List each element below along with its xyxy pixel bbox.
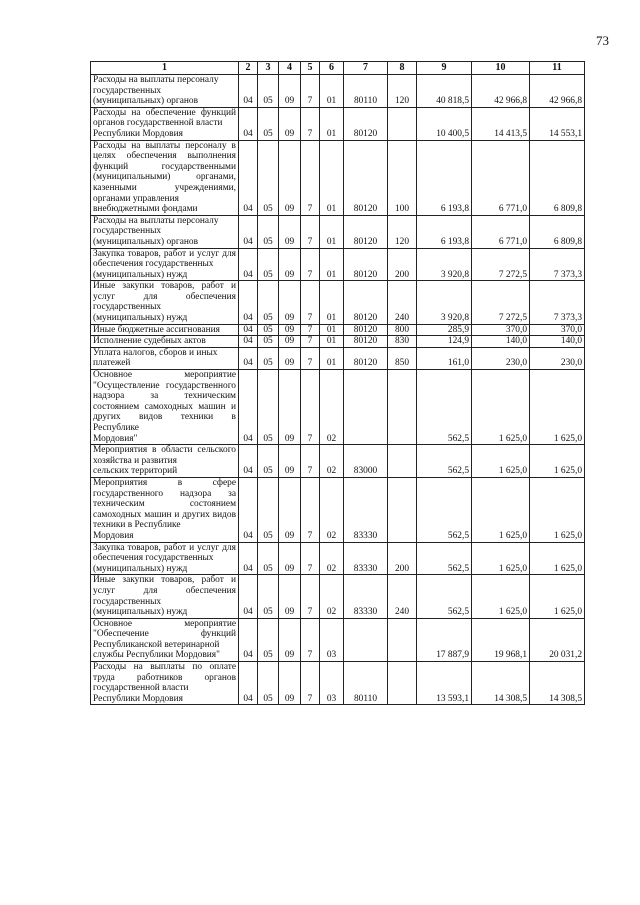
code-cell: 05 bbox=[258, 107, 279, 140]
row-description: Расходы на выплаты по оплате труда работников органов государственной власти Республики Мордовия bbox=[91, 662, 239, 705]
amount-year-3: 140,0 bbox=[530, 336, 585, 348]
code-cell: 7 bbox=[301, 336, 320, 348]
code-cell: 05 bbox=[258, 575, 279, 618]
target-article-cell: 83000 bbox=[344, 445, 388, 478]
code-cell: 7 bbox=[301, 445, 320, 478]
expense-type-cell bbox=[388, 370, 417, 445]
code-cell: 01 bbox=[320, 336, 344, 348]
amount-year-1: 40 818,5 bbox=[417, 75, 472, 108]
target-article-cell: 80110 bbox=[344, 662, 388, 705]
table-row bbox=[91, 662, 585, 705]
row-description: Расходы на выплаты персоналу государственных (муниципальных) органов bbox=[91, 215, 239, 248]
amount-year-2: 1 625,0 bbox=[472, 542, 530, 575]
budget-table bbox=[90, 61, 585, 705]
code-cell: 04 bbox=[239, 281, 258, 324]
code-cell: 09 bbox=[279, 618, 301, 661]
code-cell: 01 bbox=[320, 281, 344, 324]
amount-year-1: 285,9 bbox=[417, 324, 472, 336]
code-cell: 03 bbox=[320, 618, 344, 661]
target-article-cell bbox=[344, 618, 388, 661]
code-cell: 7 bbox=[301, 215, 320, 248]
amount-year-1: 6 193,8 bbox=[417, 140, 472, 215]
code-cell: 05 bbox=[258, 370, 279, 445]
table-row bbox=[91, 445, 585, 478]
table-row bbox=[91, 75, 585, 108]
amount-year-3: 370,0 bbox=[530, 324, 585, 336]
code-cell: 09 bbox=[279, 370, 301, 445]
column-header: 3 bbox=[258, 62, 279, 75]
code-cell: 04 bbox=[239, 477, 258, 542]
code-cell: 02 bbox=[320, 575, 344, 618]
target-article-cell: 80120 bbox=[344, 107, 388, 140]
code-cell: 09 bbox=[279, 542, 301, 575]
code-cell: 04 bbox=[239, 75, 258, 108]
code-cell: 09 bbox=[279, 107, 301, 140]
amount-year-1: 17 887,9 bbox=[417, 618, 472, 661]
target-article-cell: 80120 bbox=[344, 215, 388, 248]
code-cell: 05 bbox=[258, 445, 279, 478]
amount-year-2: 7 272,5 bbox=[472, 248, 530, 281]
target-article-cell: 83330 bbox=[344, 477, 388, 542]
code-cell: 05 bbox=[258, 248, 279, 281]
target-article-cell: 80120 bbox=[344, 336, 388, 348]
code-cell: 04 bbox=[239, 248, 258, 281]
code-cell: 05 bbox=[258, 215, 279, 248]
row-description: Уплата налогов, сборов и иных платежей bbox=[91, 347, 239, 369]
code-cell: 01 bbox=[320, 215, 344, 248]
row-description: Иные бюджетные ассигнования bbox=[91, 324, 239, 336]
code-cell: 09 bbox=[279, 324, 301, 336]
row-description: Расходы на выплаты персоналу в целях обеспечения выполнения функций государственными (муниципальными) органами, казенными учреждениями, органами управления внебюджетными фондами bbox=[91, 140, 239, 215]
amount-year-3: 1 625,0 bbox=[530, 445, 585, 478]
column-header: 7 bbox=[344, 62, 388, 75]
expense-type-cell bbox=[388, 662, 417, 705]
code-cell: 7 bbox=[301, 107, 320, 140]
amount-year-2: 1 625,0 bbox=[472, 575, 530, 618]
code-cell: 04 bbox=[239, 324, 258, 336]
row-description: Исполнение судебных актов bbox=[91, 336, 239, 348]
amount-year-2: 1 625,0 bbox=[472, 477, 530, 542]
code-cell: 04 bbox=[239, 575, 258, 618]
code-cell: 7 bbox=[301, 542, 320, 575]
amount-year-2: 14 308,5 bbox=[472, 662, 530, 705]
code-cell: 05 bbox=[258, 542, 279, 575]
column-header: 10 bbox=[472, 62, 530, 75]
amount-year-1: 10 400,5 bbox=[417, 107, 472, 140]
code-cell: 04 bbox=[239, 336, 258, 348]
amount-year-2: 140,0 bbox=[472, 336, 530, 348]
expense-type-cell: 200 bbox=[388, 542, 417, 575]
amount-year-1: 562,5 bbox=[417, 370, 472, 445]
expense-type-cell: 100 bbox=[388, 140, 417, 215]
code-cell: 7 bbox=[301, 140, 320, 215]
amount-year-2: 230,0 bbox=[472, 347, 530, 369]
code-cell: 09 bbox=[279, 347, 301, 369]
code-cell: 7 bbox=[301, 347, 320, 369]
amount-year-3: 20 031,2 bbox=[530, 618, 585, 661]
code-cell: 05 bbox=[258, 140, 279, 215]
amount-year-1: 3 920,8 bbox=[417, 248, 472, 281]
amount-year-3: 1 625,0 bbox=[530, 370, 585, 445]
amount-year-1: 562,5 bbox=[417, 542, 472, 575]
row-description: Основное мероприятие "Осуществление государственного надзора за техническим состоянием самоходных машин и других видов техники в Республике Мордовия" bbox=[91, 370, 239, 445]
amount-year-1: 3 920,8 bbox=[417, 281, 472, 324]
code-cell: 7 bbox=[301, 370, 320, 445]
amount-year-1: 562,5 bbox=[417, 445, 472, 478]
amount-year-3: 230,0 bbox=[530, 347, 585, 369]
amount-year-2: 42 966,8 bbox=[472, 75, 530, 108]
code-cell: 01 bbox=[320, 248, 344, 281]
table-row bbox=[91, 248, 585, 281]
amount-year-1: 161,0 bbox=[417, 347, 472, 369]
column-header: 1 bbox=[91, 62, 239, 75]
code-cell: 7 bbox=[301, 618, 320, 661]
code-cell: 04 bbox=[239, 445, 258, 478]
column-header: 11 bbox=[530, 62, 585, 75]
table-row bbox=[91, 618, 585, 661]
target-article-cell: 80120 bbox=[344, 248, 388, 281]
code-cell: 7 bbox=[301, 281, 320, 324]
code-cell: 04 bbox=[239, 370, 258, 445]
code-cell: 05 bbox=[258, 324, 279, 336]
amount-year-3: 1 625,0 bbox=[530, 477, 585, 542]
code-cell: 09 bbox=[279, 336, 301, 348]
code-cell: 7 bbox=[301, 477, 320, 542]
expense-type-cell: 800 bbox=[388, 324, 417, 336]
row-description: Расходы на обеспечение функций органов государственной власти Республики Мордовия bbox=[91, 107, 239, 140]
column-number-row bbox=[91, 62, 585, 75]
row-description: Иные закупки товаров, работ и услуг для обеспечения государственных (муниципальных) нужд bbox=[91, 575, 239, 618]
code-cell: 01 bbox=[320, 140, 344, 215]
column-header: 4 bbox=[279, 62, 301, 75]
expense-type-cell: 120 bbox=[388, 75, 417, 108]
table-row bbox=[91, 336, 585, 348]
target-article-cell: 83330 bbox=[344, 542, 388, 575]
amount-year-3: 7 373,3 bbox=[530, 281, 585, 324]
amount-year-3: 42 966,8 bbox=[530, 75, 585, 108]
code-cell: 04 bbox=[239, 347, 258, 369]
code-cell: 09 bbox=[279, 281, 301, 324]
amount-year-3: 14 553,1 bbox=[530, 107, 585, 140]
target-article-cell: 80120 bbox=[344, 281, 388, 324]
expense-type-cell bbox=[388, 618, 417, 661]
row-description: Мероприятия в сфере государственного надзора за техническим состоянием самоходных машин и других видов техники в Республике Мордовия bbox=[91, 477, 239, 542]
amount-year-2: 1 625,0 bbox=[472, 445, 530, 478]
code-cell: 01 bbox=[320, 347, 344, 369]
amount-year-1: 562,5 bbox=[417, 575, 472, 618]
code-cell: 04 bbox=[239, 215, 258, 248]
code-cell: 01 bbox=[320, 75, 344, 108]
amount-year-2: 6 771,0 bbox=[472, 140, 530, 215]
column-header: 5 bbox=[301, 62, 320, 75]
code-cell: 09 bbox=[279, 445, 301, 478]
code-cell: 7 bbox=[301, 575, 320, 618]
table-row bbox=[91, 347, 585, 369]
table-row bbox=[91, 281, 585, 324]
row-description: Закупка товаров, работ и услуг для обеспечения государственных (муниципальных) нужд bbox=[91, 542, 239, 575]
row-description: Расходы на выплаты персоналу государственных (муниципальных) органов bbox=[91, 75, 239, 108]
code-cell: 09 bbox=[279, 215, 301, 248]
amount-year-3: 6 809,8 bbox=[530, 140, 585, 215]
target-article-cell: 80110 bbox=[344, 75, 388, 108]
code-cell: 01 bbox=[320, 107, 344, 140]
code-cell: 05 bbox=[258, 347, 279, 369]
code-cell: 02 bbox=[320, 477, 344, 542]
code-cell: 03 bbox=[320, 662, 344, 705]
column-header: 8 bbox=[388, 62, 417, 75]
table-row bbox=[91, 477, 585, 542]
target-article-cell: 83330 bbox=[344, 575, 388, 618]
expense-type-cell: 830 bbox=[388, 336, 417, 348]
table-row bbox=[91, 107, 585, 140]
amount-year-3: 1 625,0 bbox=[530, 575, 585, 618]
code-cell: 05 bbox=[258, 618, 279, 661]
expense-type-cell: 120 bbox=[388, 215, 417, 248]
column-header: 2 bbox=[239, 62, 258, 75]
amount-year-2: 7 272,5 bbox=[472, 281, 530, 324]
code-cell: 04 bbox=[239, 542, 258, 575]
code-cell: 05 bbox=[258, 662, 279, 705]
code-cell: 05 bbox=[258, 281, 279, 324]
code-cell: 05 bbox=[258, 75, 279, 108]
expense-type-cell bbox=[388, 445, 417, 478]
expense-type-cell bbox=[388, 477, 417, 542]
code-cell: 04 bbox=[239, 618, 258, 661]
table-row bbox=[91, 370, 585, 445]
page-number: 73 bbox=[596, 33, 609, 48]
amount-year-2: 1 625,0 bbox=[472, 370, 530, 445]
amount-year-3: 6 809,8 bbox=[530, 215, 585, 248]
code-cell: 09 bbox=[279, 575, 301, 618]
amount-year-3: 7 373,3 bbox=[530, 248, 585, 281]
code-cell: 02 bbox=[320, 542, 344, 575]
table-row bbox=[91, 575, 585, 618]
code-cell: 09 bbox=[279, 75, 301, 108]
amount-year-2: 19 968,1 bbox=[472, 618, 530, 661]
code-cell: 09 bbox=[279, 140, 301, 215]
row-description: Основное мероприятие "Обеспечение функций Республиканской ветеринарной службы Республики Мордовия" bbox=[91, 618, 239, 661]
code-cell: 05 bbox=[258, 336, 279, 348]
target-article-cell bbox=[344, 370, 388, 445]
amount-year-2: 14 413,5 bbox=[472, 107, 530, 140]
column-header: 6 bbox=[320, 62, 344, 75]
table-row bbox=[91, 542, 585, 575]
code-cell: 09 bbox=[279, 662, 301, 705]
amount-year-1: 13 593,1 bbox=[417, 662, 472, 705]
code-cell: 7 bbox=[301, 248, 320, 281]
expense-type-cell bbox=[388, 107, 417, 140]
amount-year-2: 370,0 bbox=[472, 324, 530, 336]
amount-year-3: 1 625,0 bbox=[530, 542, 585, 575]
amount-year-3: 14 308,5 bbox=[530, 662, 585, 705]
amount-year-1: 562,5 bbox=[417, 477, 472, 542]
table-row bbox=[91, 140, 585, 215]
row-description: Мероприятия в области сельского хозяйства и развития сельских территорий bbox=[91, 445, 239, 478]
amount-year-1: 124,9 bbox=[417, 336, 472, 348]
row-description: Иные закупки товаров, работ и услуг для обеспечения государственных (муниципальных) нужд bbox=[91, 281, 239, 324]
table-row bbox=[91, 215, 585, 248]
column-header: 9 bbox=[417, 62, 472, 75]
code-cell: 04 bbox=[239, 140, 258, 215]
code-cell: 7 bbox=[301, 75, 320, 108]
amount-year-1: 6 193,8 bbox=[417, 215, 472, 248]
code-cell: 02 bbox=[320, 445, 344, 478]
code-cell: 05 bbox=[258, 477, 279, 542]
code-cell: 09 bbox=[279, 477, 301, 542]
code-cell: 04 bbox=[239, 662, 258, 705]
target-article-cell: 80120 bbox=[344, 140, 388, 215]
code-cell: 01 bbox=[320, 324, 344, 336]
code-cell: 04 bbox=[239, 107, 258, 140]
code-cell: 02 bbox=[320, 370, 344, 445]
code-cell: 7 bbox=[301, 324, 320, 336]
expense-type-cell: 240 bbox=[388, 575, 417, 618]
row-description: Закупка товаров, работ и услуг для обеспечения государственных (муниципальных) нужд bbox=[91, 248, 239, 281]
target-article-cell: 80120 bbox=[344, 347, 388, 369]
target-article-cell: 80120 bbox=[344, 324, 388, 336]
table-row bbox=[91, 324, 585, 336]
code-cell: 7 bbox=[301, 662, 320, 705]
code-cell: 09 bbox=[279, 248, 301, 281]
expense-type-cell: 200 bbox=[388, 248, 417, 281]
expense-type-cell: 240 bbox=[388, 281, 417, 324]
amount-year-2: 6 771,0 bbox=[472, 215, 530, 248]
expense-type-cell: 850 bbox=[388, 347, 417, 369]
